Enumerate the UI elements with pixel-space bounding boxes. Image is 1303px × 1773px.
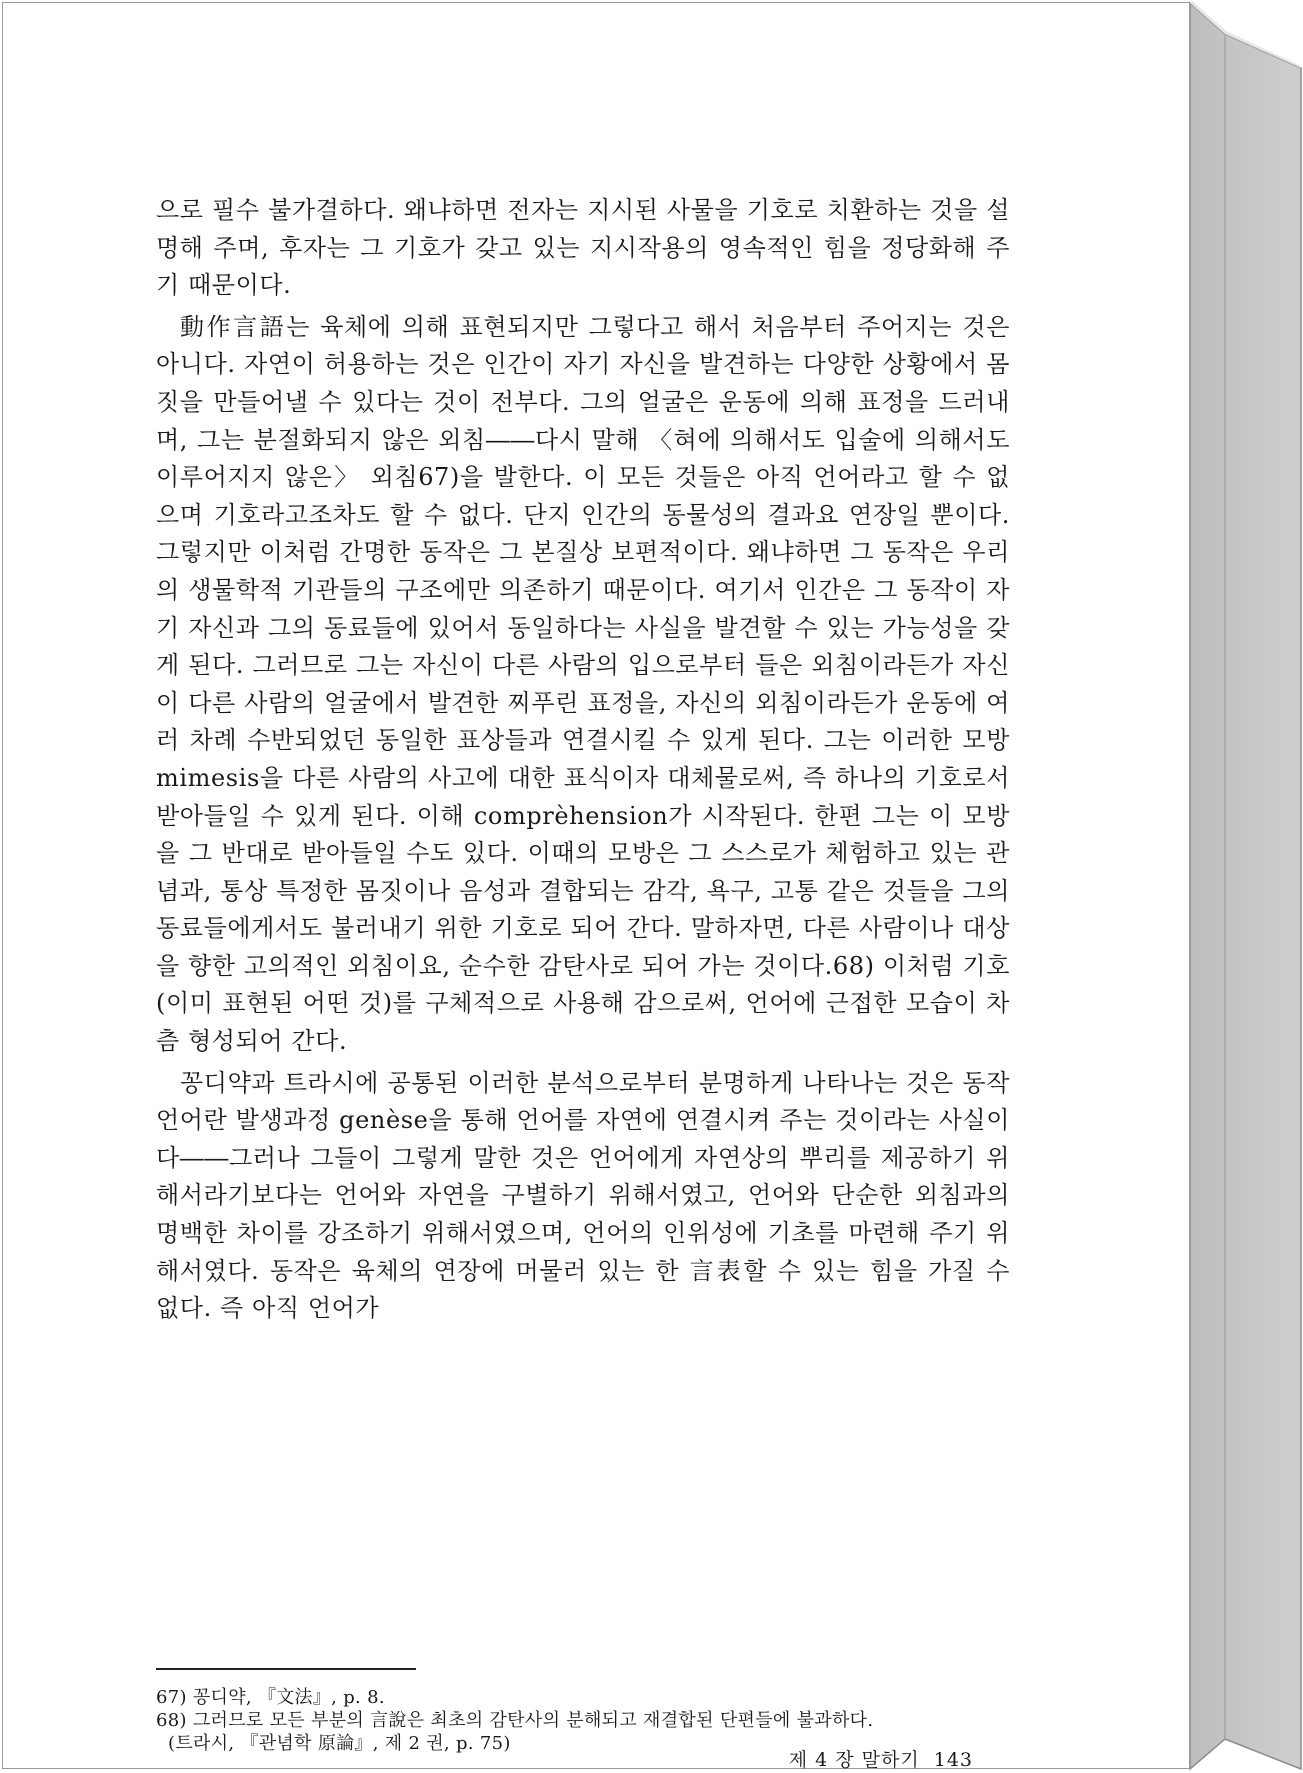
- page-number: 143: [933, 1749, 973, 1771]
- footnote-divider: [156, 1668, 416, 1670]
- paragraph-3: 꽁디약과 트라시에 공통된 이러한 분석으로부터 분명하게 나타나는 것은 동작 언어란 발생과정 genèse을 통해 언어를 자연에 연결시켜 주는 것이라는 사실이다――그러나 그들이 그렇게 말한 것은 언어에게 자연상의 뿌리를 제공하기 위해서라기보다는 언어와 자연을 구별하기 위해서였고, 언어와 단순한 외침과의 명백한 차이를 강조하기 위해서였으며, 언어의 인위성에 기초를 마련해 주기 위해서였다. 동작은 육체의 연장에 머물러 있는 한 言表할 수 있는 힘을 가질 수 없다. 즉 아직 언어가: [156, 1068, 1010, 1323]
- chapter-title: 제 4 장 말하기: [788, 1749, 920, 1771]
- spine-side: [1190, 3, 1301, 1769]
- footnote-68: 68) 그러므로 모든 부분의 言說은 최초의 감탄사의 분해되고 재결합된 단편들에 불과하다.: [156, 1710, 874, 1731]
- footnote-68-citation: (트라시, 『관념학 原論』, 제 2 권, p. 75): [168, 1733, 511, 1754]
- paragraph-2: 動作言語는 육체에 의해 표현되지만 그렇다고 해서 처음부터 주어지는 것은 아니다. 자연이 허용하는 것은 인간이 자기 자신을 발견하는 다양한 상황에서 몸짓을 만들어낼 수 있다는 것이 전부다. 그의 얼굴은 운동에 의해 표정을 드러내며, 그는 분절화되지 않은 외침――다시 말해 〈혀에 의해서도 입술에 의해서도 이루어지지 않은〉 외침67)을 발한다. 이 모든 것들은 아직 언어라고 할 수 없으며 기호라고조차도 할 수 없다. 단지 인간의 동물성의 결과요 연장일 뿐이다. 그렇지만 이처럼 간명한 동작은 그 본질상 보편적이다. 왜냐하면 그 동작은 우리의 생물학적 기관들의 구조에만 의존하기 때문이다. 여기서 인간은 그 동작이 자기 자신과 그의 동료들에 있어서 동일하다는 사실을 발견할 수 있는 가능성을 갖게 된다. 그러므로 그는 자신이 다른 사람의 입으로부터 들은 외침이라든가 자신이 다른 사람의 얼굴에서 발견한 찌푸린 표정을, 자신의 외침이라든가 운동에 여러 차례 수반되었던 동일한 표상들과 연결시킬 수 있게 된다. 그는 이러한 모방 mimesis을 다른 사람의 사고에 대한 표식이자 대체물로써, 즉 하나의 기호로서 받아들일 수 있게 된다. 이해 comprèhension가 시작된다. 한편 그는 이 모방을 그 반대로 받아들일 수도 있다. 이때의 모방은 그 스스로가 체험하고 있는 관념과, 통상 특정한 몸짓이나 음성과 결합되는 감각, 욕구, 고통 같은 것들을 그의 동료들에게서도 불러내기 위한 기호로 되어 간다. 말하자면, 다른 사람이나 대상을 향한 고의적인 외침이요, 순수한 감탄사로 되어 가는 것이다.68) 이처럼 기호(이미 표현된 어떤 것)를 구체적으로 사용해 감으로써, 언어에 근접한 모습이 차츰 형성되어 간다.: [156, 312, 1010, 1056]
- paragraph-1: 으로 필수 불가결하다. 왜냐하면 전자는 지시된 사물을 기호로 치환하는 것을 설명해 주며, 후자는 그 기호가 갖고 있는 지시작용의 영속적인 힘을 정당화해 주기 때문이다.: [156, 196, 1010, 300]
- footnote-67: 67) 꽁디약, 『文法』, p. 8.: [156, 1687, 385, 1708]
- body-text: [156, 192, 1010, 1328]
- page-footer: [775, 1745, 973, 1772]
